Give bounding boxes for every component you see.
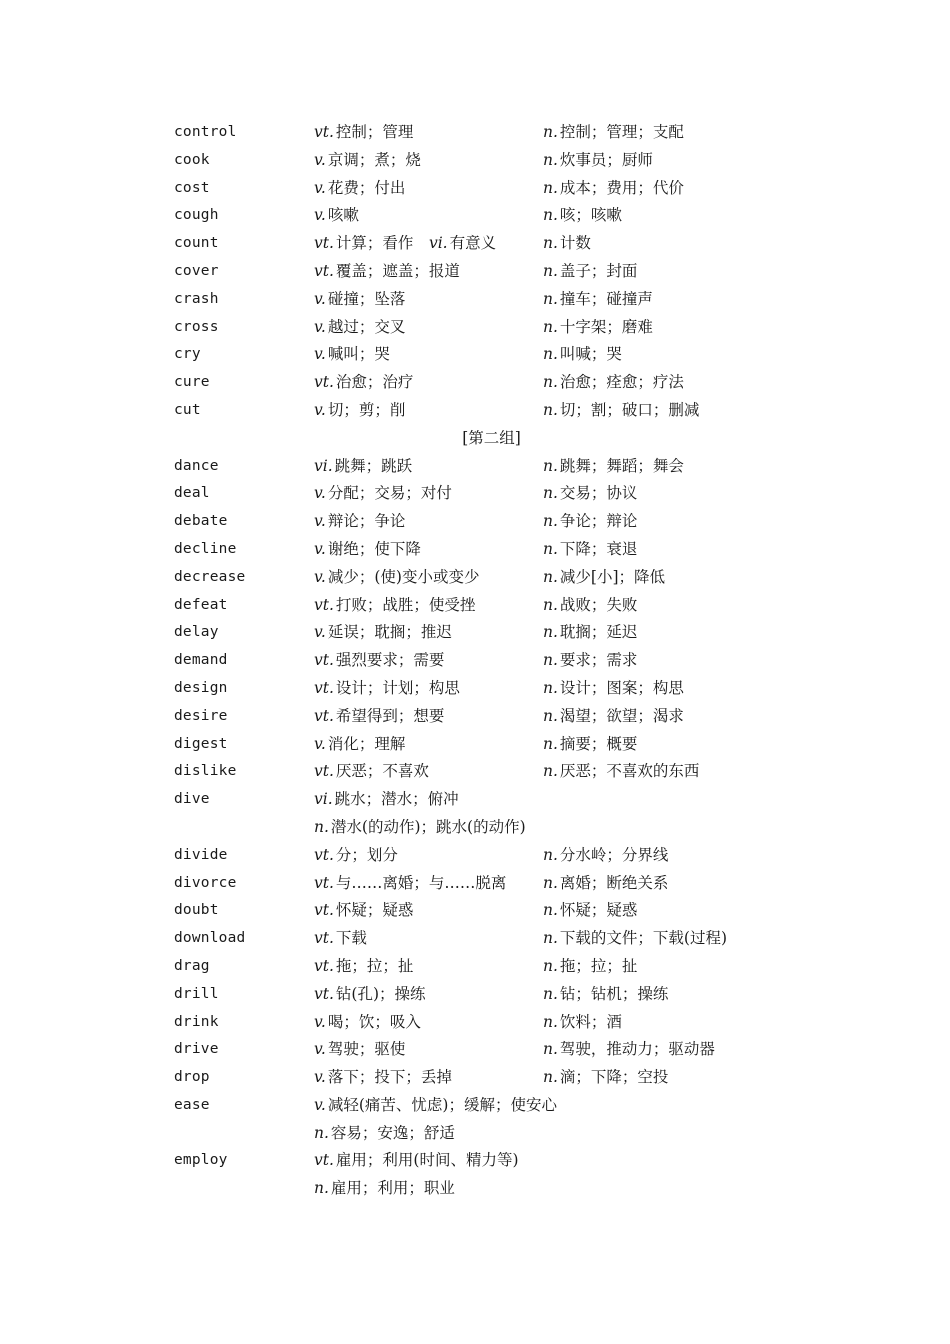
meaning: 要求；需求: [559, 651, 638, 670]
vocab-row: [0, 202, 950, 230]
headword: divide: [174, 846, 228, 863]
meaning: 雇用；利用；职业: [330, 1179, 455, 1198]
definition-primary: [314, 119, 413, 147]
meaning: 切；剪；削: [327, 400, 406, 419]
part-of-speech: n.: [543, 651, 558, 670]
vocab-row: [0, 397, 950, 425]
definition-secondary: [543, 536, 637, 564]
headword: drink: [174, 1013, 219, 1030]
part-of-speech: n.: [543, 984, 558, 1003]
headword: deal: [174, 485, 210, 502]
headword: control: [174, 124, 237, 140]
definition-secondary: [543, 286, 653, 314]
meaning: 拖；拉；扯: [559, 956, 638, 975]
vocab-row: [0, 675, 950, 703]
part-of-speech: n.: [543, 678, 558, 697]
part-of-speech: n.: [543, 901, 558, 920]
part-of-speech: n.: [543, 845, 558, 864]
meaning: 希望得到；想要: [335, 706, 445, 725]
headword: decrease: [174, 568, 246, 585]
part-of-speech: vt.: [314, 595, 334, 614]
headword: drill: [174, 985, 219, 1002]
definition-primary: [314, 369, 413, 397]
meaning: 与……离婚；与……脱离: [335, 873, 507, 892]
meaning: 减轻(痛苦、忧虑)；缓解；使安心: [327, 1095, 557, 1114]
headword: cook: [174, 151, 210, 168]
part-of-speech: vt.: [314, 1151, 334, 1170]
meaning: 驾驶，推动力；驱动器: [559, 1040, 715, 1059]
part-of-speech: v.: [314, 1040, 326, 1059]
part-of-speech: n.: [543, 206, 558, 225]
meaning: 分；划分: [335, 845, 398, 864]
definition-primary: [314, 870, 506, 898]
meaning: 强烈要求；需要: [335, 651, 445, 670]
part-of-speech: n.: [543, 484, 558, 503]
part-of-speech: vi.: [428, 234, 448, 253]
meaning: 滴；下降；空投: [559, 1068, 669, 1087]
definition-primary: [314, 453, 412, 481]
meaning: 渴望；欲望；渴求: [559, 706, 684, 725]
headword: crash: [174, 290, 219, 307]
meaning: 分水岭；分界线: [559, 845, 669, 864]
meaning: 盖子；封面: [559, 261, 638, 280]
meaning: 有意义: [449, 234, 497, 253]
definition-secondary: [543, 453, 684, 481]
meaning: 切；割；破口；删减: [559, 400, 700, 419]
headword: cure: [174, 374, 210, 391]
vocab-row: [0, 842, 950, 870]
definition-primary: [314, 508, 405, 536]
definition-secondary: [543, 119, 684, 147]
definition-primary: [314, 731, 405, 759]
meaning: 延误；耽搁；推迟: [327, 623, 452, 642]
part-of-speech: v.: [314, 206, 326, 225]
definition-secondary: [543, 925, 727, 953]
definition-secondary: [543, 981, 668, 1009]
definition-primary: [314, 953, 413, 981]
meaning: 谢绝；使下降: [327, 539, 421, 558]
section-heading: [第二组]: [462, 428, 521, 447]
meaning: 雇用；利用(时间、精力等): [335, 1151, 519, 1170]
part-of-speech: vt.: [314, 651, 334, 670]
definition-secondary: [543, 592, 637, 620]
section-heading-row: [0, 425, 950, 453]
vocab-row: [0, 147, 950, 175]
part-of-speech: v.: [314, 289, 326, 308]
vocab-row: [0, 647, 950, 675]
meaning: 怀疑；疑惑: [335, 901, 414, 920]
part-of-speech: n.: [543, 456, 558, 475]
vocab-row: [0, 619, 950, 647]
part-of-speech: vt.: [314, 373, 334, 392]
vocab-row: [0, 536, 950, 564]
part-of-speech: n.: [543, 400, 558, 419]
part-of-speech: n.: [543, 512, 558, 531]
vocab-row: [0, 731, 950, 759]
meaning: 打败；战胜；使受挫: [335, 595, 476, 614]
definition-secondary: [543, 397, 699, 425]
vocab-row: [0, 925, 950, 953]
definition-primary: [314, 397, 405, 425]
part-of-speech: v.: [314, 484, 326, 503]
definition-primary: [314, 897, 413, 925]
vocab-row: [0, 508, 950, 536]
headword: drag: [174, 957, 210, 974]
part-of-speech: vi.: [314, 790, 333, 809]
meaning: 下降；衰退: [559, 539, 638, 558]
vocab-row: [0, 341, 950, 369]
part-of-speech: vt.: [314, 678, 334, 697]
part-of-speech: v.: [314, 567, 326, 586]
headword: decline: [174, 540, 237, 557]
vocab-row: [0, 1120, 950, 1148]
part-of-speech: n.: [543, 373, 558, 392]
headword: dive: [174, 791, 210, 808]
meaning: 计算；看作: [335, 234, 429, 253]
headword: cost: [174, 179, 210, 196]
definition-secondary: [543, 731, 637, 759]
vocab-row: [0, 230, 950, 258]
meaning: 越过；交叉: [327, 317, 406, 336]
part-of-speech: v.: [314, 1012, 326, 1031]
vocab-row: [0, 786, 950, 814]
part-of-speech: vt.: [314, 929, 334, 948]
meaning: 成本；费用；代价: [559, 178, 684, 197]
meaning: 撞车；碰撞声: [559, 289, 653, 308]
meaning: 怀疑；疑惑: [559, 901, 638, 920]
definition-secondary: [543, 230, 591, 258]
part-of-speech: v.: [314, 178, 326, 197]
definition-primary: [314, 230, 496, 258]
headword: drive: [174, 1041, 219, 1058]
definition-secondary: [543, 675, 684, 703]
headword: cross: [174, 318, 219, 335]
definition-primary: [314, 536, 421, 564]
definition-secondary: [543, 147, 653, 175]
part-of-speech: n.: [543, 345, 558, 364]
definition-primary: [314, 842, 398, 870]
part-of-speech: n.: [314, 1179, 329, 1198]
meaning: 设计；图案；构思: [559, 678, 684, 697]
part-of-speech: n.: [543, 123, 558, 141]
part-of-speech: n.: [543, 234, 558, 253]
meaning: 消化；理解: [327, 734, 406, 753]
part-of-speech: vt.: [314, 901, 334, 920]
part-of-speech: n.: [543, 261, 558, 280]
vocab-row: [0, 1092, 950, 1120]
part-of-speech: vt.: [314, 261, 334, 280]
part-of-speech: n.: [543, 1012, 558, 1031]
part-of-speech: n.: [543, 150, 558, 169]
headword: delay: [174, 624, 219, 641]
meaning: 拖；拉；扯: [335, 956, 414, 975]
part-of-speech: n.: [314, 817, 329, 836]
headword: employ: [174, 1152, 228, 1169]
vocab-row: [0, 1009, 950, 1037]
meaning: 摘要；概要: [559, 734, 638, 753]
meaning: 京调；煮；烧: [327, 150, 421, 169]
meaning: 咳；咳嗽: [559, 206, 622, 225]
part-of-speech: vt.: [314, 984, 334, 1003]
vocab-row: [0, 592, 950, 620]
meaning: 控制；管理: [335, 123, 414, 141]
meaning: 饮料；酒: [559, 1012, 622, 1031]
definition-secondary: [543, 758, 699, 786]
meaning: 喝；饮；吸入: [327, 1012, 421, 1031]
meaning: 跳水；潜水；俯冲: [334, 790, 459, 809]
meaning: 下载的文件；下载(过程): [559, 929, 728, 948]
part-of-speech: n.: [543, 956, 558, 975]
definition-secondary: [543, 619, 637, 647]
meaning: 控制；管理；支配: [559, 123, 684, 141]
headword: defeat: [174, 596, 228, 613]
vocab-row: [0, 314, 950, 342]
definition-secondary: [543, 369, 684, 397]
part-of-speech: vi.: [314, 456, 333, 475]
part-of-speech: vt.: [314, 873, 334, 892]
meaning: 十字架；磨难: [559, 317, 653, 336]
headword: dislike: [174, 763, 237, 780]
part-of-speech: n.: [543, 873, 558, 892]
meaning: 治愈；痊愈；疗法: [559, 373, 684, 392]
headword: dance: [174, 457, 219, 474]
part-of-speech: v.: [314, 734, 326, 753]
headword: divorce: [174, 874, 237, 891]
definition-primary: [314, 619, 452, 647]
headword: count: [174, 235, 219, 252]
part-of-speech: n.: [543, 1068, 558, 1087]
vocab-row: [0, 258, 950, 286]
vocab-row: [0, 1147, 950, 1175]
vocab-row: [0, 286, 950, 314]
definition-primary: [314, 286, 405, 314]
part-of-speech: v.: [314, 345, 326, 364]
definition-secondary: [543, 1009, 622, 1037]
headword: ease: [174, 1096, 210, 1113]
meaning: 分配；交易；对付: [327, 484, 452, 503]
meaning: 减少；(使)变小或变少: [327, 567, 480, 586]
part-of-speech: vt.: [314, 123, 334, 141]
headword: cough: [174, 207, 219, 224]
headword: design: [174, 679, 228, 696]
vocab-row: [0, 703, 950, 731]
part-of-speech: n.: [543, 762, 558, 781]
part-of-speech: v.: [314, 1095, 326, 1114]
meaning: 覆盖；遮盖；报道: [335, 261, 460, 280]
meaning: 交易；协议: [559, 484, 638, 503]
vocab-row: [0, 981, 950, 1009]
part-of-speech: v.: [314, 1068, 326, 1087]
definition-primary: [314, 175, 405, 203]
definition-primary: [314, 1036, 405, 1064]
part-of-speech: n.: [543, 317, 558, 336]
definition-primary: [314, 675, 460, 703]
definition-secondary: [543, 564, 665, 592]
definition-primary: [314, 1009, 421, 1037]
definition-primary: [314, 202, 359, 230]
vocab-row: [0, 1175, 950, 1203]
part-of-speech: n.: [314, 1123, 329, 1142]
headword: download: [174, 930, 246, 947]
definition-primary: [314, 925, 367, 953]
meaning: 耽搁；延迟: [559, 623, 638, 642]
meaning: 容易；安逸；舒适: [330, 1123, 455, 1142]
part-of-speech: vt.: [314, 706, 334, 725]
meaning: 落下；投下；丢掉: [327, 1068, 452, 1087]
meaning: 潜水(的动作)；跳水(的动作): [330, 817, 526, 836]
meaning: 厌恶；不喜欢: [335, 762, 429, 781]
part-of-speech: v.: [314, 539, 326, 558]
definition-primary: [314, 258, 460, 286]
meaning: 争论；辩论: [559, 512, 638, 531]
definition-secondary: [543, 647, 637, 675]
definition-secondary: [543, 175, 684, 203]
vocab-row: [0, 175, 950, 203]
definition-secondary: [543, 870, 668, 898]
vocab-row: [0, 1064, 950, 1092]
part-of-speech: v.: [314, 400, 326, 419]
definition-primary: [314, 341, 390, 369]
vocab-row: [0, 897, 950, 925]
meaning: 设计；计划；构思: [335, 678, 460, 697]
part-of-speech: v.: [314, 317, 326, 336]
definition-primary: [314, 480, 452, 508]
definition-secondary: [543, 1064, 668, 1092]
meaning: 跳舞；跳跃: [334, 456, 413, 475]
vocab-row: [0, 369, 950, 397]
meaning: 计数: [559, 234, 591, 253]
part-of-speech: n.: [543, 706, 558, 725]
meaning: 叫喊；哭: [559, 345, 622, 364]
vocab-row: [0, 814, 950, 842]
definition-primary: [314, 786, 459, 814]
headword: doubt: [174, 902, 219, 919]
meaning: 厌恶；不喜欢的东西: [559, 762, 700, 781]
part-of-speech: v.: [314, 150, 326, 169]
headword: demand: [174, 652, 228, 669]
definition-secondary: [543, 1036, 715, 1064]
definition-primary: [314, 1064, 452, 1092]
definition-secondary: [543, 258, 637, 286]
part-of-speech: v.: [314, 512, 326, 531]
definition-secondary: [543, 508, 637, 536]
meaning: 咳嗽: [327, 206, 359, 225]
part-of-speech: n.: [543, 734, 558, 753]
meaning: 减少[小]；降低: [559, 567, 666, 586]
meaning: 喊叫；哭: [327, 345, 390, 364]
meaning: 下载: [335, 929, 367, 948]
vocab-row: [0, 453, 950, 481]
headword: debate: [174, 513, 228, 530]
meaning: 辩论；争论: [327, 512, 406, 531]
definition-primary: [314, 647, 444, 675]
definition-primary: [314, 758, 429, 786]
part-of-speech: n.: [543, 595, 558, 614]
definition-secondary: [543, 953, 637, 981]
definition-secondary: [543, 842, 668, 870]
meaning: 离婚；断绝关系: [559, 873, 669, 892]
vocab-row: [0, 119, 950, 147]
headword: desire: [174, 707, 228, 724]
part-of-speech: v.: [314, 623, 326, 642]
definition-primary: [314, 564, 479, 592]
meaning: 花费；付出: [327, 178, 406, 197]
vocabulary-list: [0, 119, 950, 1203]
headword: cry: [174, 346, 201, 363]
part-of-speech: n.: [543, 1040, 558, 1059]
part-of-speech: n.: [543, 567, 558, 586]
definition-secondary: [543, 480, 637, 508]
definition-primary: [314, 981, 426, 1009]
part-of-speech: n.: [543, 539, 558, 558]
part-of-speech: vt.: [314, 845, 334, 864]
meaning: 驾驶；驱使: [327, 1040, 406, 1059]
meaning: 碰撞；坠落: [327, 289, 406, 308]
meaning: 钻(孔)；操练: [335, 984, 426, 1003]
vocab-row: [0, 870, 950, 898]
meaning: 跳舞；舞蹈；舞会: [559, 456, 684, 475]
vocab-row: [0, 1036, 950, 1064]
definition-primary: [314, 592, 475, 620]
definition-primary: [314, 703, 444, 731]
headword: drop: [174, 1069, 210, 1086]
vocab-row: [0, 953, 950, 981]
meaning: 治愈；治疗: [335, 373, 414, 392]
definition-primary: [314, 314, 405, 342]
definition-primary: [314, 1147, 519, 1175]
definition-secondary: [543, 202, 622, 230]
definition-primary: [314, 1120, 455, 1148]
meaning: 钻；钻机；操练: [559, 984, 669, 1003]
part-of-speech: vt.: [314, 956, 334, 975]
part-of-speech: n.: [543, 929, 558, 948]
meaning: 战败；失败: [559, 595, 638, 614]
part-of-speech: n.: [543, 289, 558, 308]
definition-primary: [314, 814, 526, 842]
part-of-speech: vt.: [314, 762, 334, 781]
definition-primary: [314, 147, 421, 175]
definition-secondary: [543, 314, 653, 342]
headword: cover: [174, 262, 219, 279]
part-of-speech: n.: [543, 623, 558, 642]
vocab-row: [0, 758, 950, 786]
part-of-speech: vt.: [314, 234, 334, 253]
definition-secondary: [543, 897, 637, 925]
vocab-row: [0, 564, 950, 592]
definition-secondary: [543, 341, 622, 369]
headword: digest: [174, 735, 228, 752]
meaning: 炊事员；厨师: [559, 150, 653, 169]
headword: cut: [174, 401, 201, 418]
definition-secondary: [543, 703, 684, 731]
part-of-speech: n.: [543, 178, 558, 197]
vocab-row: [0, 480, 950, 508]
definition-primary: [314, 1092, 557, 1120]
definition-primary: [314, 1175, 455, 1203]
